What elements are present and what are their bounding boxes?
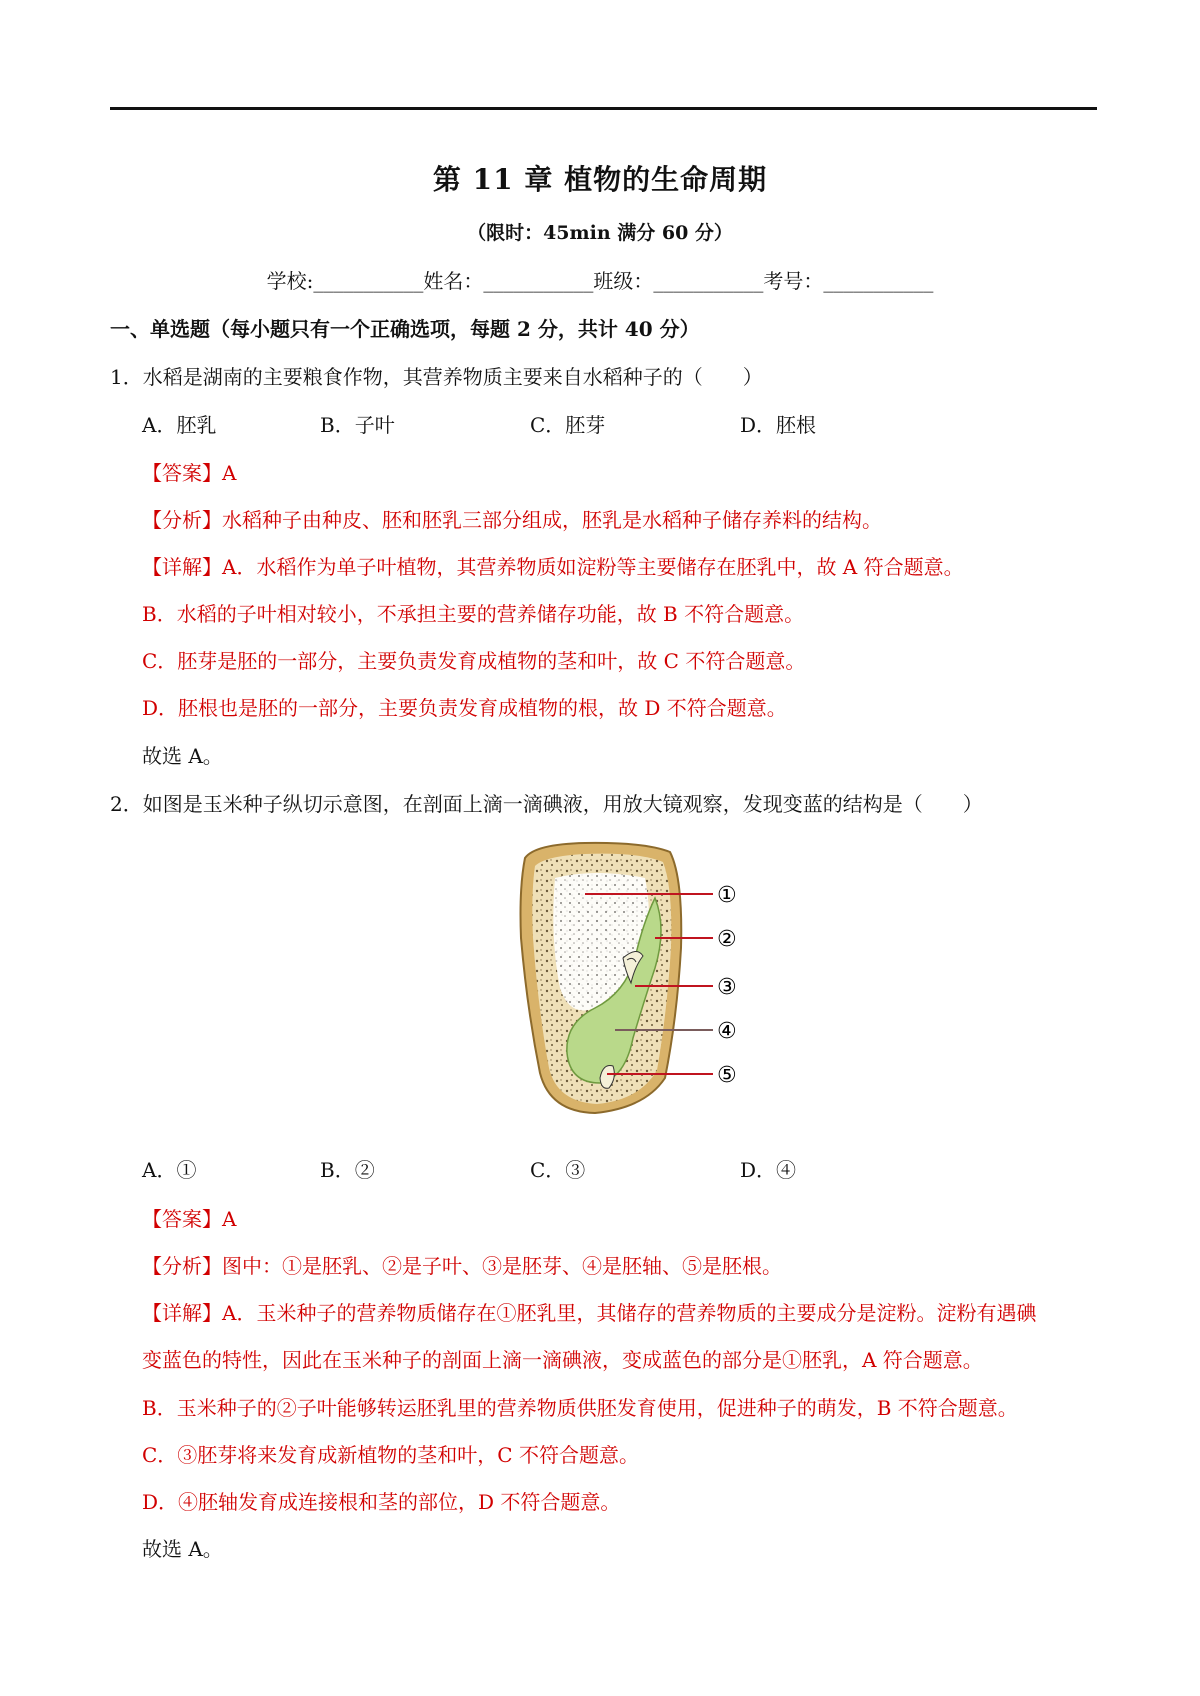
corn-seed-section-figure <box>505 838 757 1130</box>
q1-detail-a: 【详解】A．水稻作为单子叶植物，其营养物质如淀粉等主要储存在胚乳中，故 A 符合题意。 <box>142 555 964 579</box>
q2-analysis: 【分析】图中：①是胚乳、②是子叶、③是胚芽、④是胚轴、⑤是胚根。 <box>142 1254 782 1278</box>
q2-option-d: D．④ <box>740 1158 797 1182</box>
corn-seed-diagram <box>505 838 757 1130</box>
label-2: ② <box>717 927 737 952</box>
top-rule <box>110 107 1097 110</box>
q1-option-d: D．胚根 <box>740 413 817 437</box>
q1-option-a: A．胚乳 <box>142 413 217 437</box>
q1-detail-c: C．胚芽是胚的一部分，主要负责发育成植物的茎和叶，故 C 不符合题意。 <box>142 649 806 673</box>
q2-answer: 【答案】A <box>142 1207 237 1231</box>
q2-detail-c: C．③胚芽将来发育成新植物的茎和叶，C 不符合题意。 <box>142 1443 639 1467</box>
q1-detail-d: D．胚根也是胚的一部分，主要负责发育成植物的根，故 D 不符合题意。 <box>142 696 787 720</box>
q2-option-b: B．② <box>320 1158 375 1182</box>
page-subtitle: （限时：45min 满分 60 分） <box>467 222 733 244</box>
student-info-line: 学校:___________姓名：___________班级：___________考号：___________ <box>266 269 934 293</box>
label-5: ⑤ <box>717 1063 737 1088</box>
page-title: 第 11 章 植物的生命周期 <box>432 163 768 196</box>
q1-conclusion: 故选 A。 <box>142 744 223 768</box>
label-1: ① <box>717 883 737 908</box>
q2-detail-d: D．④胚轴发育成连接根和茎的部位，D 不符合题意。 <box>142 1490 621 1514</box>
q2-option-a: A．① <box>142 1158 197 1182</box>
q1-option-b: B．子叶 <box>320 413 395 437</box>
label-3: ③ <box>717 975 737 1000</box>
label-4: ④ <box>717 1019 737 1044</box>
q1-answer: 【答案】A <box>142 461 237 485</box>
section-heading: 一、单选题（每小题只有一个正确选项，每题 2 分，共计 40 分） <box>110 317 700 341</box>
q2-detail-a-line2: 变蓝色的特性，因此在玉米种子的剖面上滴一滴碘液，变成蓝色的部分是①胚乳，A 符合题意。 <box>142 1348 983 1372</box>
q1-option-c: C．胚芽 <box>530 413 606 437</box>
q2-conclusion: 故选 A。 <box>142 1537 223 1561</box>
q1-detail-b: B．水稻的子叶相对较小，不承担主要的营养储存功能，故 B 不符合题意。 <box>142 602 805 626</box>
q2-detail-a-line1: 【详解】A．玉米种子的营养物质储存在①胚乳里，其储存的营养物质的主要成分是淀粉。淀粉有遇碘 <box>142 1301 1037 1325</box>
q2-option-c: C．③ <box>530 1158 586 1182</box>
q2-detail-b: B．玉米种子的②子叶能够转运胚乳里的营养物质供胚发育使用，促进种子的萌发，B 不符合题意。 <box>142 1396 1018 1420</box>
q1-analysis: 【分析】水稻种子由种皮、胚和胚乳三部分组成，胚乳是水稻种子储存养料的结构。 <box>142 508 882 532</box>
q2-stem: 2．如图是玉米种子纵切示意图，在剖面上滴一滴碘液，用放大镜观察，发现变蓝的结构是（ ） <box>110 792 983 816</box>
q1-stem: 1．水稻是湖南的主要粮食作物，其营养物质主要来自水稻种子的（ ） <box>110 365 763 389</box>
